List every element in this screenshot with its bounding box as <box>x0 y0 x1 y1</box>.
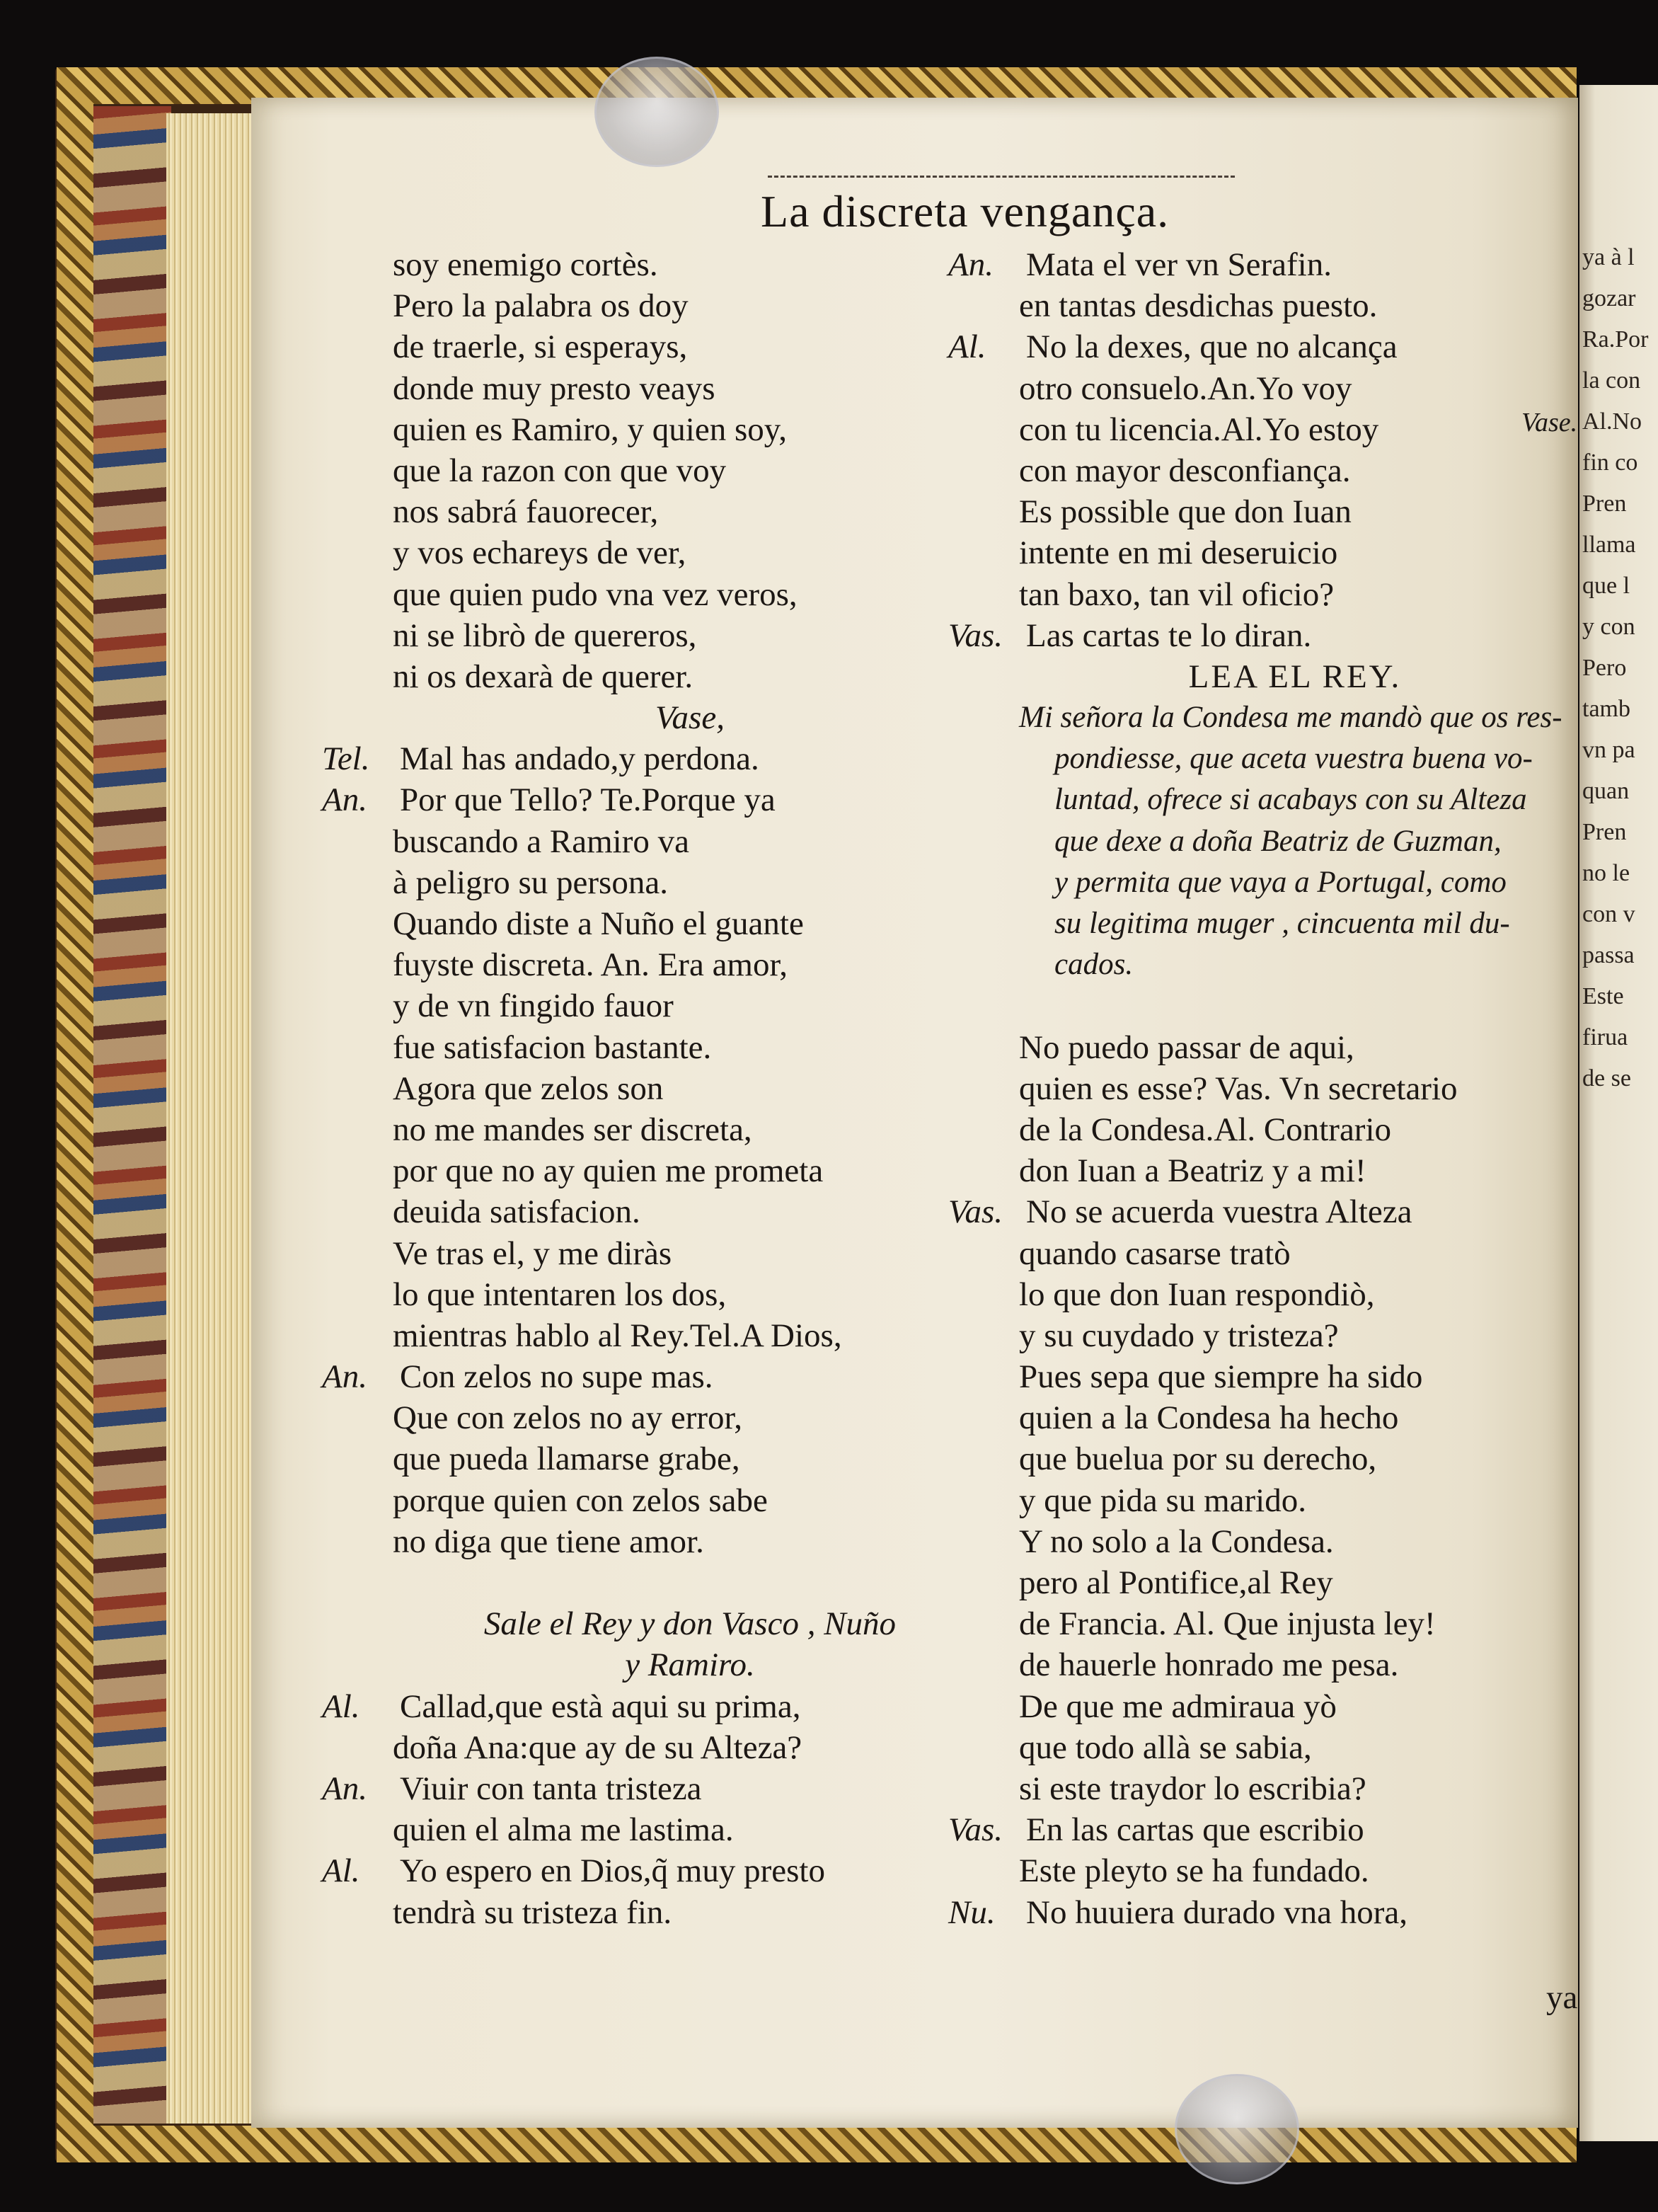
verse-line <box>393 409 987 450</box>
speaker-label: An. <box>322 1358 367 1396</box>
verse-line <box>948 326 1571 367</box>
verse-text: Callad,que està aqui su prima, <box>400 1687 801 1725</box>
facing-page-fragment: Este <box>1582 983 1624 1009</box>
verse-line <box>322 1686 987 1727</box>
verse-line <box>1019 1068 1571 1109</box>
verse-line <box>393 1233 987 1274</box>
verse-line <box>393 903 987 944</box>
verse-line <box>948 244 1571 285</box>
verse-line <box>1019 450 1571 491</box>
verse-text: Es possible que don Iuan <box>1019 493 1352 531</box>
verse-line <box>1019 1027 1571 1068</box>
verse-text: Yo espero en Dios,q̃ muy presto <box>400 1852 825 1890</box>
verse-text: mientras hablo al Rey.Tel.A Dios, <box>393 1317 842 1354</box>
verse-line <box>393 491 987 532</box>
verse-line <box>1019 1397 1571 1438</box>
verse-line <box>393 656 987 697</box>
verse-text: buscando a Ramiro va <box>393 823 689 860</box>
verse-line <box>393 1521 987 1562</box>
verse-text: porque quien con zelos sabe <box>393 1482 768 1519</box>
verse-text: que buelua por su derecho, <box>1019 1440 1377 1478</box>
facing-page-fragment: firua <box>1582 1024 1628 1050</box>
verse-text: que pueda llamarse grabe, <box>393 1440 740 1478</box>
verse-text: No puedo passar de aqui, <box>1019 1028 1354 1066</box>
verse-line <box>1019 1438 1571 1479</box>
verse-line <box>393 1068 987 1109</box>
verse-line <box>1019 1850 1571 1891</box>
verse-line <box>393 368 987 409</box>
verse-line <box>393 1397 987 1438</box>
verse-text: don Iuan a Beatriz y a mi! <box>1019 1152 1366 1190</box>
verse-line <box>393 1191 987 1232</box>
verse-line <box>1019 574 1571 615</box>
verse-line <box>948 1809 1571 1850</box>
verse-text: de la Condesa.Al. Contrario <box>1019 1111 1392 1148</box>
speaker-label: An. <box>322 781 367 819</box>
verse-text: pero al Pontifice,al Rey <box>1019 1564 1333 1601</box>
verse-line <box>1019 1603 1571 1644</box>
verse-line <box>393 1727 987 1768</box>
verse-text: quien a la Condesa ha hecho <box>1019 1399 1399 1437</box>
verse-text: quien el alma me lastima. <box>393 1811 734 1849</box>
verse-line <box>1019 1356 1571 1397</box>
verse-text: que la razon con que voy <box>393 452 727 489</box>
verse-text: Mal has andado,y perdona. <box>400 740 759 778</box>
letter-line: que dexe a doña Beatriz de Guzman, <box>1054 824 1502 858</box>
running-head: La discreta vengança. <box>761 186 1170 236</box>
verse-text: ni se librò de quereros, <box>393 617 697 654</box>
verse-line <box>322 1850 987 1891</box>
verse-text: à peligro su persona. <box>393 864 668 901</box>
verse-line <box>1019 1562 1571 1603</box>
verse-line <box>393 1438 987 1479</box>
verse-line <box>393 985 987 1026</box>
speaker-label: Vas. <box>948 1811 1003 1849</box>
verse-line <box>1019 1109 1571 1150</box>
verse-line <box>393 1150 987 1191</box>
verse-text: tendrà su tristeza fin. <box>393 1893 672 1931</box>
verse-line <box>393 1109 987 1150</box>
verse-line <box>1019 1727 1571 1768</box>
verse-line <box>1019 1644 1571 1685</box>
facing-page-fragment: ya à l <box>1582 244 1635 270</box>
verse-line <box>393 1027 987 1068</box>
verse-text: y que pida su marido. <box>1019 1482 1306 1519</box>
facing-page-fragment: llama <box>1582 532 1636 558</box>
verse-line <box>1019 491 1571 532</box>
verse-text: Por que Tello? Te.Porque ya <box>400 781 776 819</box>
verse-text: que quien pudo vna vez veros, <box>393 575 798 613</box>
catchword: ya <box>1546 1979 1578 2016</box>
verse-line <box>1019 285 1571 326</box>
verse-line <box>393 1274 987 1315</box>
verse-text: deuida satisfacion. <box>393 1193 640 1231</box>
verse-line <box>1019 409 1571 450</box>
verse-line <box>393 285 987 326</box>
stage-direction: Sale el Rey y don Vasco , Nuño <box>483 1605 897 1643</box>
verse-text: ni os dexarà de querer. <box>393 658 693 695</box>
verse-text: lo que intentaren los dos, <box>393 1276 727 1313</box>
letter-line: Mi señora la Condesa me mandò que os res- <box>1019 701 1562 735</box>
verse-text: con mayor desconfiança. <box>1019 452 1351 489</box>
facing-page-fragment: que l <box>1582 573 1630 599</box>
verse-line <box>393 574 987 615</box>
facing-page-fragment: con v <box>1582 901 1635 927</box>
verse-text: de hauerle honrado me pesa. <box>1019 1646 1399 1684</box>
blank-line <box>393 1562 987 1603</box>
stage-direction: y Ramiro. <box>625 1646 755 1684</box>
marbled-endpaper <box>93 106 171 2124</box>
verse-line <box>322 738 987 779</box>
verse-line <box>393 1809 987 1850</box>
verse-text: Y no solo a la Condesa. <box>1019 1523 1334 1560</box>
bottom-clip <box>1175 2074 1299 2184</box>
verse-text: De que me admiraua yò <box>1019 1687 1337 1725</box>
verse-text: Quando diste a Nuño el guante <box>393 905 804 942</box>
verse-text: y vos echareys de ver, <box>393 534 686 572</box>
speaker-label: Al. <box>322 1687 360 1725</box>
verse-text: En las cartas que escribio <box>1026 1811 1364 1849</box>
verse-line <box>1019 1768 1571 1809</box>
page-fore-edge <box>166 113 265 2124</box>
verse-line <box>322 1356 987 1397</box>
verse-text: Este pleyto se ha fundado. <box>1019 1852 1369 1890</box>
facing-page-fragment: vn pa <box>1582 737 1635 763</box>
verse-line <box>948 1892 1571 1933</box>
verse-line <box>393 944 987 985</box>
letter-line: cados. <box>1054 948 1134 982</box>
verse-text: no me mandes ser discreta, <box>393 1111 752 1148</box>
verse-text: otro consuelo.An.Yo voy <box>1019 369 1352 407</box>
verse-text: quien es esse? Vas. Vn secretario <box>1019 1070 1458 1107</box>
verse-text: de Francia. Al. Que injusta ley! <box>1019 1605 1436 1643</box>
verse-text: quando casarse tratò <box>1019 1234 1291 1272</box>
facing-page-fragment: Ra.Por <box>1582 326 1649 353</box>
verse-text: por que no ay quien me prometa <box>393 1152 824 1190</box>
speaker-label: Vas. <box>948 1193 1003 1231</box>
verse-line <box>322 1768 987 1809</box>
verse-line <box>1019 1686 1571 1727</box>
speaker-label: Al. <box>322 1852 360 1890</box>
facing-page-fragment: y con <box>1582 614 1635 640</box>
verse-text: tan baxo, tan vil oficio? <box>1019 575 1335 613</box>
letter-line: su legitima muger , cincuenta mil du- <box>1054 907 1510 940</box>
verse-text: fuyste discreta. An. Era amor, <box>393 946 788 984</box>
header-rule <box>768 176 1235 180</box>
facing-page-fragment: de se <box>1582 1065 1631 1091</box>
stage-direction: Vase, <box>655 699 725 737</box>
facing-page-fragment: Pren <box>1582 819 1627 845</box>
speaker-label: Tel. <box>322 740 370 778</box>
verse-text: donde muy presto veays <box>393 369 715 407</box>
verse-line <box>393 615 987 656</box>
verse-text: no diga que tiene amor. <box>393 1523 704 1560</box>
verse-line <box>1019 1274 1571 1315</box>
verse-text: si este traydor lo escribia? <box>1019 1770 1366 1807</box>
facing-page-fragment: Pero <box>1582 655 1627 681</box>
verse-line <box>393 450 987 491</box>
verse-text: que todo allà se sabia, <box>1019 1729 1312 1766</box>
speaker-label: Al. <box>948 328 986 366</box>
verse-text: Pero la palabra os doy <box>393 287 689 325</box>
verse-line <box>1019 532 1571 573</box>
blank-line <box>1019 985 1571 1026</box>
verse-text: Con zelos no supe mas. <box>400 1358 713 1396</box>
verse-text: Ve tras el, y me diràs <box>393 1234 672 1272</box>
verse-line <box>393 532 987 573</box>
letter-line: luntad, ofrece si acabays con su Alteza <box>1054 783 1527 817</box>
verse-text: No la dexes, que no alcança <box>1026 328 1398 366</box>
verse-text: fue satisfacion bastante. <box>393 1028 712 1066</box>
verse-line <box>393 1480 987 1521</box>
verse-line <box>948 1191 1571 1232</box>
facing-page-fragment: la con <box>1582 367 1641 394</box>
facing-page-fragment: gozar <box>1582 285 1636 311</box>
verse-text: en tantas desdichas puesto. <box>1019 287 1378 325</box>
left-text-column <box>322 244 987 1933</box>
speaker-label: Vas. <box>948 617 1003 654</box>
verse-text: lo que don Iuan respondiò, <box>1019 1276 1375 1313</box>
facing-page-fragment: quan <box>1582 778 1630 804</box>
letter-line: pondiesse, que aceta vuestra buena vo- <box>1054 742 1533 776</box>
verse-text: y de vn fingido fauor <box>393 987 674 1025</box>
verse-text: Las cartas te lo diran. <box>1026 617 1312 654</box>
facing-page-fragment: passa <box>1582 942 1635 968</box>
verse-line <box>1019 1315 1571 1356</box>
verse-line <box>393 244 987 285</box>
letter-heading: LEA EL REY. <box>1188 658 1402 695</box>
verse-text: con tu licencia.Al.Yo estoy <box>1019 411 1379 448</box>
verse-line <box>322 779 987 820</box>
verse-text: No se acuerda vuestra Alteza <box>1026 1193 1412 1231</box>
verse-text: Agora que zelos son <box>393 1070 664 1107</box>
facing-page-fragment: Pren <box>1582 491 1627 517</box>
verse-text: Viuir con tanta tristeza <box>400 1770 702 1807</box>
right-text-column <box>948 244 1571 1933</box>
verse-text: de traerle, si esperays, <box>393 328 688 366</box>
facing-page-fragment: tamb <box>1582 696 1630 722</box>
facing-page-fragment: Al.No <box>1582 408 1642 435</box>
verse-text: doña Ana:que ay de su Alteza? <box>393 1729 802 1766</box>
verse-text: quien es Ramiro, y quien soy, <box>393 411 787 448</box>
margin-stage-direction: Vase. <box>1521 408 1578 437</box>
verse-text: Pues sepa que siempre ha sido <box>1019 1358 1423 1396</box>
verse-line <box>948 615 1571 656</box>
verse-line <box>1019 1233 1571 1274</box>
verse-line <box>1019 368 1571 409</box>
verse-text: Que con zelos no ay error, <box>393 1399 743 1437</box>
top-clip <box>594 57 719 167</box>
speaker-label: Nu. <box>948 1893 996 1931</box>
speaker-label: An. <box>322 1770 367 1807</box>
verse-line <box>393 326 987 367</box>
verse-text: y su cuydado y tristeza? <box>1019 1317 1339 1354</box>
verse-text: nos sabrá fauorecer, <box>393 493 659 531</box>
verse-line <box>1019 1150 1571 1191</box>
verse-text: intente en mi deseruicio <box>1019 534 1338 572</box>
speaker-label: An. <box>948 246 994 283</box>
facing-page-fragment: fin co <box>1582 449 1638 476</box>
verse-line <box>393 862 987 903</box>
verse-line <box>393 1315 987 1356</box>
verse-text: soy enemigo cortès. <box>393 246 658 283</box>
verse-line <box>393 1892 987 1933</box>
verse-line <box>1019 1521 1571 1562</box>
verse-text: Mata el ver vn Serafin. <box>1026 246 1332 283</box>
letter-line: y permita que vaya a Portugal, como <box>1054 865 1507 899</box>
verse-line <box>393 821 987 862</box>
verse-line <box>1019 1480 1571 1521</box>
facing-page-fragment: no le <box>1582 860 1630 886</box>
verse-text: No huuiera durado vna hora, <box>1026 1893 1408 1931</box>
